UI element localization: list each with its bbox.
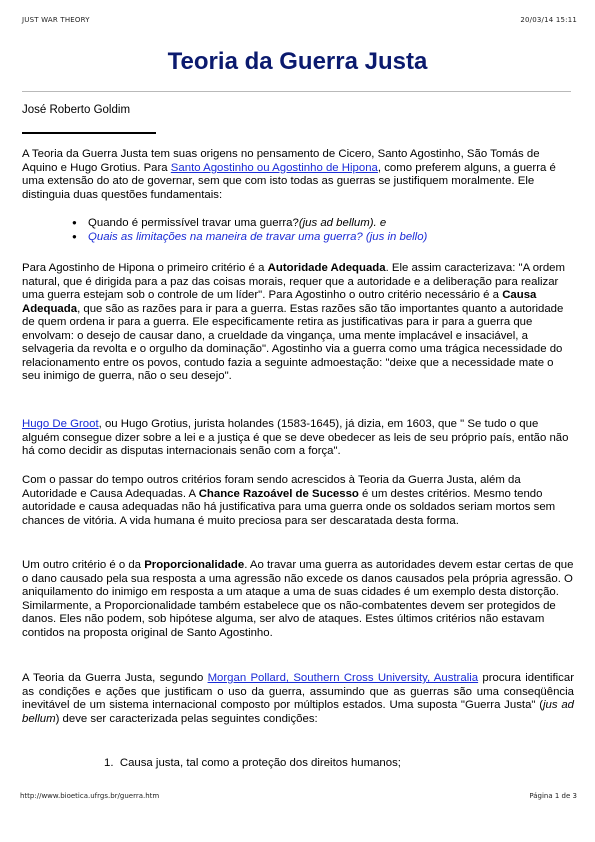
paragraph-text: ) deve ser caracterizada pelas seguintes condições: [55, 712, 318, 725]
paragraph-grotius [22, 418, 574, 459]
paragraph-text: procura identificar as condições e ações que justificam o uso da guerra, assumindo que as guerras são uma conseqüência inevitável de um sistema internacional composto por múltiplos estados. Uma suposta "Guerra Justa" ( [22, 672, 574, 711]
paragraph-text: A Teoria da Guerra Justa tem suas origens no pensamento de Cicero, Santo Agostinho, São Tomás de Aquino e Hugo Grotius. Para [22, 148, 540, 174]
question-list [72, 216, 427, 244]
paragraph-intro [22, 148, 574, 202]
conditions-list [104, 756, 401, 770]
term-proporcionalidade: Proporcionalidade [144, 559, 245, 571]
term-chance-razoavel: Chance Razoável de Sucesso [198, 487, 359, 500]
paragraph-chance [22, 474, 574, 528]
term-autoridade-adequada: Autoridade Adequada [267, 262, 386, 274]
list-item [104, 756, 401, 770]
bullet-text: Quando é permissível travar uma guerra? [88, 217, 299, 229]
link-santo-agostinho[interactable]: Santo Agostinho ou Agostinho de Hipona [170, 161, 378, 174]
term-causa-adequada: Causa Adequada [22, 289, 537, 315]
print-header-datetime: 20/03/14 15:11 [520, 16, 577, 24]
print-footer-page: Página 1 de 3 [529, 792, 577, 800]
paragraph-text: , como preferem alguns, a guerra é uma extensão do ato de governar, sem que com isto todas as guerras se justifiquem moralmente. Ele distinguia duas questões fundamentais: [22, 161, 556, 201]
paragraph-text: Um outro critério é o da [22, 559, 145, 571]
list-item [72, 216, 427, 230]
bullet-italic: (jus ad bellum). [298, 217, 377, 229]
paragraph-text: Com o passar do tempo outros critérios foram sendo acrescidos à Teoria da Guerra Justa, além da Autoridade e Causa Adequadas. A [22, 474, 521, 500]
page-title: Teoria da Guerra Justa [167, 48, 428, 75]
paragraph-text: é um destes critérios. Mesmo tendo autoridade e causa adequadas não há justificativa para uma guerra onde os soldados seriam mortos sem chances de vitória. A vida humana é muito preciosa para ser descaratada desta forma. [22, 487, 556, 527]
paragraph-text: . Ele assim caracterizava: "A ordem natural, que é dirigida para a paz das coisas morais, requer que a autoridade e a deliberação para realizar uma guerra estejam sob o controle de um líder". Para Agostinho o outro critério necessário é a [22, 262, 565, 301]
paragraph-text: Para Agostinho de Hipona o primeiro critério é a [22, 262, 268, 274]
link-hugo-de-groot[interactable]: Hugo De Groot [22, 418, 99, 430]
paragraph-pollard [22, 672, 574, 726]
author-divider [22, 132, 156, 134]
print-header-title: JUST WAR THEORY [22, 16, 90, 24]
bullet-text: Quais as limitações na maneira de travar uma guerra? (jus in bello) [88, 231, 428, 243]
print-footer-url: http://www.bioetica.ufrgs.br/guerra.htm [20, 792, 160, 800]
term-jus-ad-bellum: jus ad bellum [22, 699, 574, 725]
author-name: José Roberto Goldim [22, 104, 131, 116]
title-divider [22, 91, 571, 92]
bullet-tail: e [376, 217, 387, 229]
link-morgan-pollard[interactable]: Morgan Pollard, Southern Cross University, Australia [207, 672, 479, 684]
list-number: 1. [104, 757, 114, 769]
paragraph-text: A Teoria da Guerra Justa, segundo [22, 672, 208, 684]
paragraph-text: . Ao travar uma guerra as autoridades devem estar certas de que o dano causado pela sua resposta a uma agressão não excede os danos causados pela própria agressão. O aniquilamento do inimigo em resposta a um ataque a uma de suas cidades é um exemplo desta distorção. Similarmente, a Proporcionalidade também estabelece que os não-combatentes devem ser protegidos de danos. Eles não podem, sob hipótese alguma, ser alvo de ataques. Estes últimos critérios não estavam contidos na proposta original de Santo Agostinho. [22, 559, 574, 639]
paragraph-agostinho [22, 262, 574, 384]
paragraph-text: , que são as razões para ir para a guerra. Estas razões são tão importantes quanto a autoridade de quem ordena ir para a guerra. Ele especificamente retira as justificativas para ir para a guerra que envolvam: o desejo de causar dano, a crueldade da vingança, uma mente implacável e insaciável, a selvageria da revolta e o orgulho da dominação". Agostinho via a guerra como uma trágica necessidade do relacionamento entre os povos, contudo fazia a seguinte admoestação: "deixe que a necessidade mate o seu inimigo de guerra, não o seu desejo". [22, 302, 564, 382]
list-item [72, 230, 427, 244]
list-text: Causa justa, tal como a proteção dos direitos humanos; [119, 757, 401, 769]
paragraph-proporcionalidade [22, 559, 574, 640]
paragraph-text: , ou Hugo Grotius, jurista holandes (1583-1645), já dizia, em 1603, que " Se tudo o que alguém consegue dizer sobre a lei e a justiça é que se deve obedecer as leis de seu próprio país, então não há como decidir as disputas internacionais senão com a força". [22, 418, 569, 457]
